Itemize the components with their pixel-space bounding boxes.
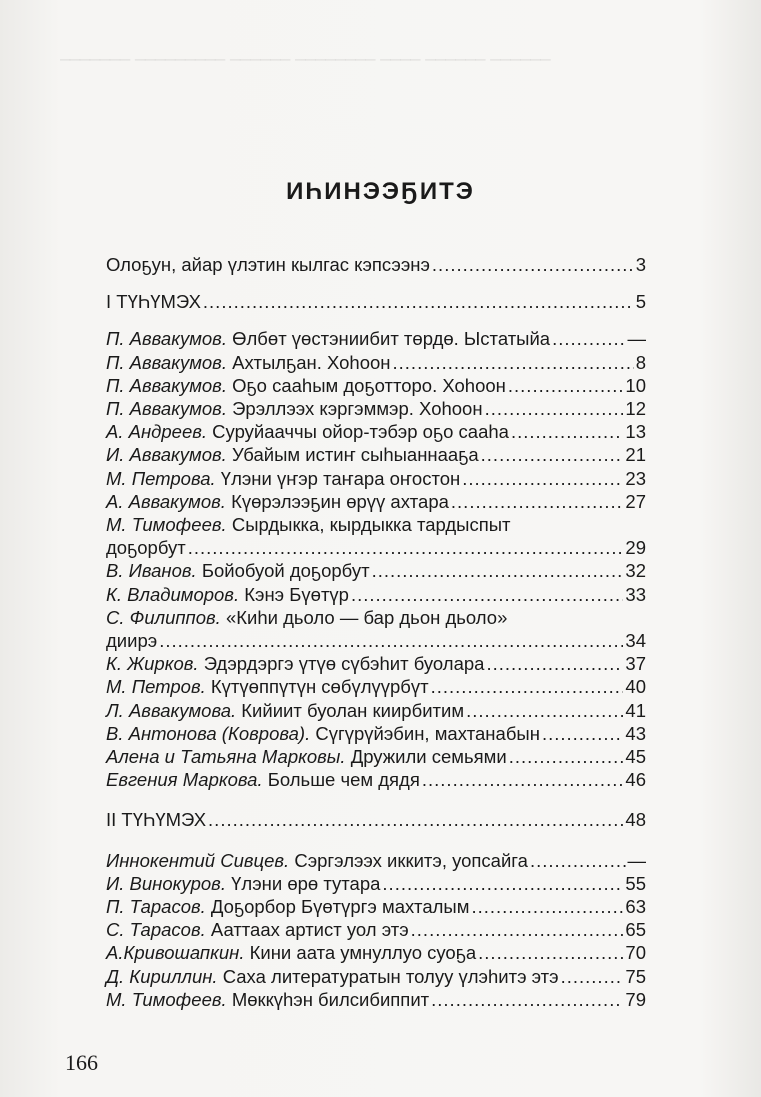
toc-entry bbox=[106, 988, 646, 1011]
entry-page: 10 bbox=[625, 374, 646, 396]
entry-page: 41 bbox=[625, 699, 646, 721]
entry-title: Үлэни үҥэр таҥара оҥостон bbox=[220, 467, 461, 489]
leader-dots bbox=[422, 768, 624, 791]
entry-title: Доҕорбор Бүөтүргэ махталым bbox=[210, 896, 470, 918]
entry-page: 23 bbox=[625, 467, 646, 489]
leader-dots bbox=[411, 918, 624, 941]
toc-section-heading bbox=[106, 808, 646, 831]
bleed-through-text: _______ _________ ______ ________ ____ ______ ______ bbox=[60, 41, 551, 61]
entry-page: 79 bbox=[625, 988, 646, 1010]
entry-title: Эдэрдэргэ үтүө сүбэһит буолара bbox=[203, 653, 485, 675]
entry-author: П. Тарасов. bbox=[106, 896, 206, 918]
leader-dots bbox=[393, 351, 634, 374]
entry-title: Сүгүрүйэбин, махтанабын bbox=[315, 722, 540, 744]
entry-author: Л. Аввакумова. bbox=[106, 699, 237, 721]
toc-entry bbox=[106, 559, 646, 582]
entry-title: диирэ bbox=[106, 630, 158, 652]
entry-author: Иннокентий Сивцев. bbox=[106, 849, 290, 871]
entry-page: — bbox=[627, 328, 646, 350]
entry-page: 27 bbox=[625, 490, 646, 512]
entry-author: П. Аввакумов. bbox=[106, 328, 227, 350]
toc-entry bbox=[106, 722, 646, 745]
toc-entry bbox=[106, 918, 646, 941]
entry-author: А. Аввакумов. bbox=[106, 490, 226, 512]
entry-title: Ааттаах артист уол этэ bbox=[210, 919, 409, 941]
leader-dots bbox=[481, 443, 624, 466]
toc-entry bbox=[106, 467, 646, 490]
entry-page: 75 bbox=[625, 965, 646, 987]
entry-author: С. Филиппов. bbox=[106, 606, 221, 628]
toc-entry bbox=[106, 849, 646, 872]
entry-author: М. Петров. bbox=[106, 676, 206, 698]
leader-dots bbox=[431, 675, 624, 698]
toc-entry bbox=[106, 606, 646, 629]
entry-page: 5 bbox=[635, 291, 646, 313]
entry-page: 48 bbox=[625, 809, 646, 831]
toc-entry bbox=[106, 872, 646, 895]
entry-title: II ТҮҺҮМЭХ bbox=[106, 809, 207, 831]
entry-page: 32 bbox=[625, 560, 646, 582]
leader-dots bbox=[486, 652, 623, 675]
entry-page: 63 bbox=[625, 896, 646, 918]
entry-title: Күөрэлээҕин өрүү ахтара bbox=[231, 490, 449, 512]
entry-page: 8 bbox=[635, 351, 646, 373]
leader-dots bbox=[542, 722, 623, 745]
entry-author: М. Тимофеев. bbox=[106, 988, 227, 1010]
entry-title: «Киһи дьоло — бар дьон дьоло» bbox=[225, 606, 508, 628]
leader-dots bbox=[552, 327, 625, 350]
leader-dots bbox=[431, 988, 623, 1011]
entry-page: 45 bbox=[625, 746, 646, 768]
entry-page: 55 bbox=[625, 872, 646, 894]
entry-author: Алена и Татьяна Марковы. bbox=[106, 746, 346, 768]
entry-author: А. Андреев. bbox=[106, 421, 208, 443]
leader-dots bbox=[530, 849, 626, 872]
toc-entry-continuation bbox=[106, 536, 646, 559]
leader-dots bbox=[462, 467, 623, 490]
entry-title: Сырдыкка, кырдыкка тардыспыт bbox=[231, 514, 511, 536]
entry-page: 46 bbox=[625, 769, 646, 791]
entry-page: — bbox=[627, 849, 646, 871]
entry-title: Суруйааччы ойор-тэбэр оҕо сааһа bbox=[212, 421, 509, 443]
toc-entry bbox=[106, 327, 646, 350]
entry-title: Больше чем дядя bbox=[267, 769, 420, 791]
entry-title: Үлэни өрө тутара bbox=[231, 872, 381, 894]
entry-page: 3 bbox=[635, 254, 646, 275]
entry-title: Кини аата умнуллуо суоҕа bbox=[249, 942, 477, 964]
leader-dots bbox=[508, 374, 624, 397]
entry-title: Саха литературатын толуу үлэһитэ этэ bbox=[222, 965, 559, 987]
leader-dots bbox=[351, 583, 623, 606]
entry-author: А.Кривошапкин. bbox=[106, 942, 245, 964]
entry-page: 13 bbox=[625, 421, 646, 443]
toc-entry bbox=[106, 699, 646, 722]
leader-dots bbox=[466, 699, 623, 722]
entry-page: 29 bbox=[625, 537, 646, 559]
leader-dots bbox=[372, 559, 624, 582]
leader-dots bbox=[188, 536, 624, 559]
toc-entry bbox=[106, 895, 646, 918]
entry-page: 12 bbox=[625, 398, 646, 420]
page-number: 166 bbox=[65, 1050, 98, 1075]
toc-entry bbox=[106, 351, 646, 374]
entry-title: Күтүөппүтүн сөбүлүүрбүт bbox=[210, 676, 429, 698]
entry-author: П. Аввакумов. bbox=[106, 374, 227, 396]
entry-title: Кэнэ Бүөтүр bbox=[244, 583, 349, 605]
toc-entry bbox=[106, 443, 646, 466]
entry-author: К. Владиморов. bbox=[106, 583, 240, 605]
entry-title: Эрэллээх кэргэммэр. Хоһоон bbox=[232, 398, 483, 420]
entry-title: Мөккүһэн билсибиппит bbox=[231, 988, 430, 1010]
toc-entry bbox=[106, 941, 646, 964]
leader-dots bbox=[485, 397, 624, 420]
leader-dots bbox=[471, 895, 623, 918]
toc-entry bbox=[106, 965, 646, 988]
entry-author: П. Аввакумов. bbox=[106, 351, 227, 373]
entry-page: 34 bbox=[625, 630, 646, 652]
toc-entry-continuation bbox=[106, 629, 646, 652]
toc-entry bbox=[106, 490, 646, 513]
toc-entry bbox=[106, 374, 646, 397]
entry-author: М. Петрова. bbox=[106, 467, 216, 489]
entry-author: В. Иванов. bbox=[106, 560, 197, 582]
entry-author: С. Тарасов. bbox=[106, 919, 206, 941]
toc-entry bbox=[106, 768, 646, 791]
entry-page: 65 bbox=[625, 919, 646, 941]
leader-dots bbox=[203, 290, 634, 313]
entry-page: 37 bbox=[625, 653, 646, 675]
entry-title: Оҕо сааһым доҕотторо. Хоһоон bbox=[232, 374, 506, 396]
entry-author: Евгения Маркова. bbox=[106, 769, 263, 791]
toc-entry bbox=[106, 583, 646, 606]
leader-dots bbox=[451, 490, 624, 513]
entry-title: Убайым истиҥ сыһыаннааҕа bbox=[231, 444, 479, 466]
entry-author: В. Антонова (Коврова). bbox=[106, 722, 311, 744]
leader-dots bbox=[561, 965, 624, 988]
entry-title: Бойобуой доҕорбут bbox=[201, 560, 370, 582]
page-title: ИҺИНЭЭҔИТЭ bbox=[286, 178, 475, 205]
leader-dots bbox=[208, 808, 623, 831]
table-of-contents bbox=[106, 253, 646, 1011]
entry-author: И. Аввакумов. bbox=[106, 444, 227, 466]
entry-author: М. Тимофеев. bbox=[106, 514, 227, 536]
toc-entry bbox=[106, 253, 646, 276]
toc-section-heading bbox=[106, 290, 646, 313]
leader-dots bbox=[511, 420, 623, 443]
entry-title: Өлбөт үөстэниибит төрдө. Ыстатыйа bbox=[232, 328, 551, 350]
entry-page: 70 bbox=[625, 942, 646, 964]
toc-entry bbox=[106, 652, 646, 675]
entry-title: Кийиит буолан киирбитим bbox=[241, 699, 465, 721]
toc-entry bbox=[106, 513, 646, 536]
entry-title: Олоҕун, айар үлэтин кылгас кэпсээнэ bbox=[106, 254, 430, 275]
entry-page: 40 bbox=[625, 676, 646, 698]
leader-dots bbox=[478, 941, 623, 964]
entry-title: Сэргэлээх иккитэ, уопсайга bbox=[294, 849, 528, 871]
leader-dots bbox=[432, 253, 634, 276]
entry-author: Д. Кириллин. bbox=[106, 965, 218, 987]
entry-title: Дружили семьями bbox=[350, 746, 507, 768]
entry-title: доҕорбут bbox=[106, 537, 186, 559]
toc-entry bbox=[106, 745, 646, 768]
entry-author: И. Винокуров. bbox=[106, 872, 226, 894]
entry-page: 33 bbox=[625, 583, 646, 605]
entry-author: П. Аввакумов. bbox=[106, 398, 227, 420]
entry-title: I ТҮҺҮМЭХ bbox=[106, 291, 201, 313]
leader-dots bbox=[509, 745, 624, 768]
entry-page: 43 bbox=[625, 722, 646, 744]
leader-dots bbox=[382, 872, 623, 895]
leader-dots bbox=[159, 629, 623, 652]
entry-title: Ахтылҕан. Хоһоон bbox=[232, 351, 391, 373]
toc-entry bbox=[106, 420, 646, 443]
entry-author: К. Жирков. bbox=[106, 653, 199, 675]
toc-entry bbox=[106, 397, 646, 420]
entry-page: 21 bbox=[625, 444, 646, 466]
toc-entry bbox=[106, 675, 646, 698]
